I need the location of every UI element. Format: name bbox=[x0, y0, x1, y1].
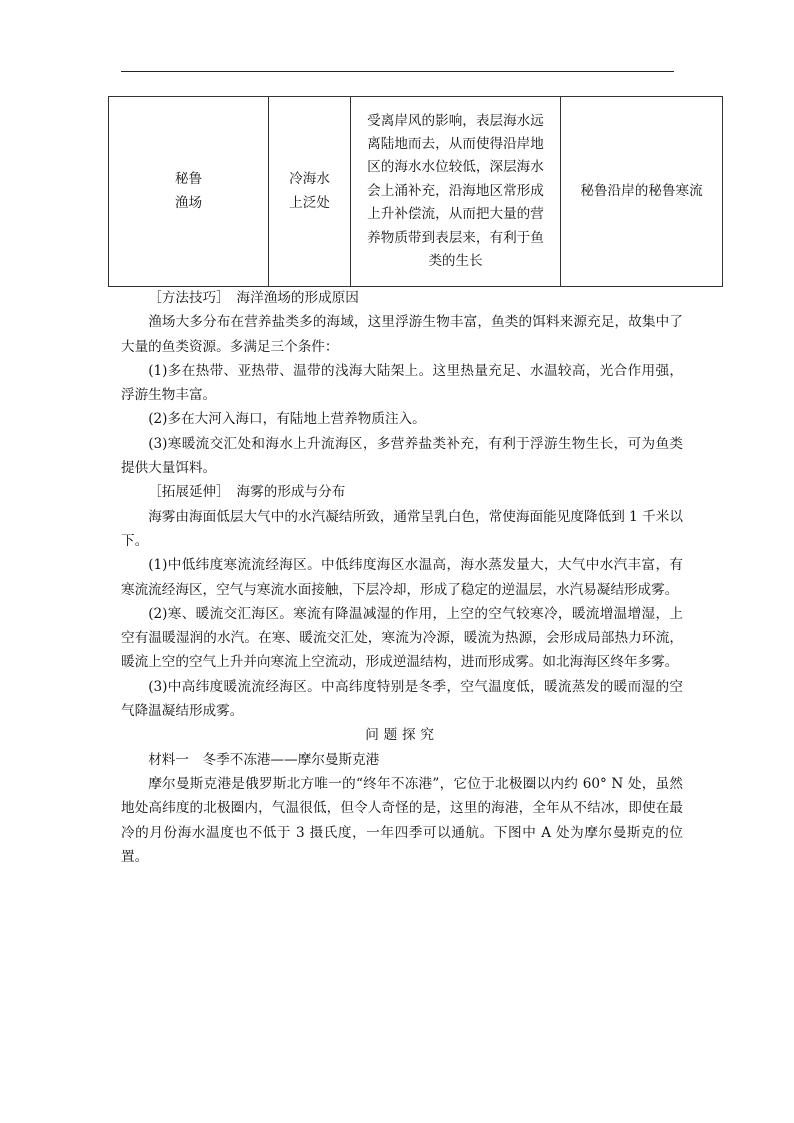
cause-cell bbox=[269, 97, 351, 287]
extension-heading: ［拓展延伸］ 海雾的形成与分布 bbox=[148, 484, 346, 501]
paragraph: 渔场大多分布在营养盐类多的海域，这里浮游生物丰富，鱼类的饵料来源充足，故集中了大量的鱼类资源。多满足三个条件： bbox=[121, 314, 683, 355]
description-line: 类的生长 bbox=[428, 253, 483, 270]
paragraph: (1)中低纬度寒流流经海区。中低纬度海区水温高，海水蒸发量大，大气中水汽丰富，有寒流流经海区，空气与寒流水面接触，下层冷却，形成了稳定的逆温层，水汽易凝结形成雾。 bbox=[121, 557, 683, 598]
description-cell bbox=[351, 97, 561, 287]
header-rule bbox=[121, 71, 674, 72]
description-line: 养物质带到表层来，有利于鱼 bbox=[367, 229, 544, 246]
table-row bbox=[109, 97, 723, 287]
description-line: 受离岸风的影响，表层海水远 bbox=[367, 112, 544, 129]
description-line: 会上涌补充，沿海地区常形成 bbox=[367, 182, 544, 199]
paragraph: (3)中高纬度暖流流经海区。中高纬度特别是冬季，空气温度低，暖流蒸发的暖而湿的空气降温凝结形成雾。 bbox=[121, 678, 683, 720]
document-body bbox=[121, 286, 683, 869]
fishery-name-line: 秘鲁 bbox=[174, 171, 203, 188]
fishery-table bbox=[108, 96, 723, 287]
cause-line: 冷海水 bbox=[289, 171, 330, 188]
description-line: 区的海水水位较低，深层海水 bbox=[367, 159, 544, 176]
cause-line: 上泛处 bbox=[289, 194, 330, 211]
paragraph: (2)多在大河入海口，有陆地上营养物质注入。 bbox=[148, 411, 426, 428]
section-title: 问题探究 bbox=[365, 727, 439, 744]
description-line: 离陆地而去，从而使得沿岸地 bbox=[367, 135, 544, 152]
paragraph: (3)寒暖流交汇处和海水上升流海区，多营养盐类补充，有利于浮游生物生长，可为鱼类提供大量饵料。 bbox=[121, 435, 683, 477]
material-title: 材料一 冬季不冻港——摩尔曼斯克港 bbox=[148, 751, 380, 768]
method-heading: ［方法技巧］ 海洋渔场的形成原因 bbox=[148, 290, 359, 306]
paragraph: (1)多在热带、亚热带、温带的浅海大陆架上。这里热量充足、水温较高，光合作用强，浮游生物丰富。 bbox=[121, 362, 683, 404]
paragraph: 海雾由海面低层大气中的水汽凝结所致，通常呈乳白色，常使海面能见度降低到 1 千米以下。 bbox=[121, 508, 683, 549]
fishery-name-line: 渔场 bbox=[174, 194, 203, 211]
fishery-name-cell bbox=[109, 97, 269, 287]
description-line: 上升补偿流，从而把大量的营 bbox=[367, 206, 544, 223]
current-cell: 秘鲁沿岸的秘鲁寒流 bbox=[561, 97, 723, 287]
paragraph: (2)寒、暖流交汇海区。寒流有降温减湿的作用，上空的空气较寒冷，暖流增温增湿，上空有温暖湿润的水汽。在寒、暖流交汇处，寒流为冷源，暖流为热源，会形成局部热力环流，暖流上空的空气上升并向寒流上空流动，形成逆温结构，进而形成雾。如北海海区终年多雾。 bbox=[121, 605, 683, 671]
material-body: 摩尔曼斯克港是俄罗斯北方唯一的“终年不冻港”，它位于北极圈以内约 60° N 处，虽然地处高纬度的北极圈内，气温很低，但令人奇怪的是，这里的海港，全年从不结冰，即使在最冷的月份海水温度也不低于 3 摄氏度，一年四季可以通航。下图中 A 处为摩尔曼斯克的位置。 bbox=[121, 775, 683, 865]
